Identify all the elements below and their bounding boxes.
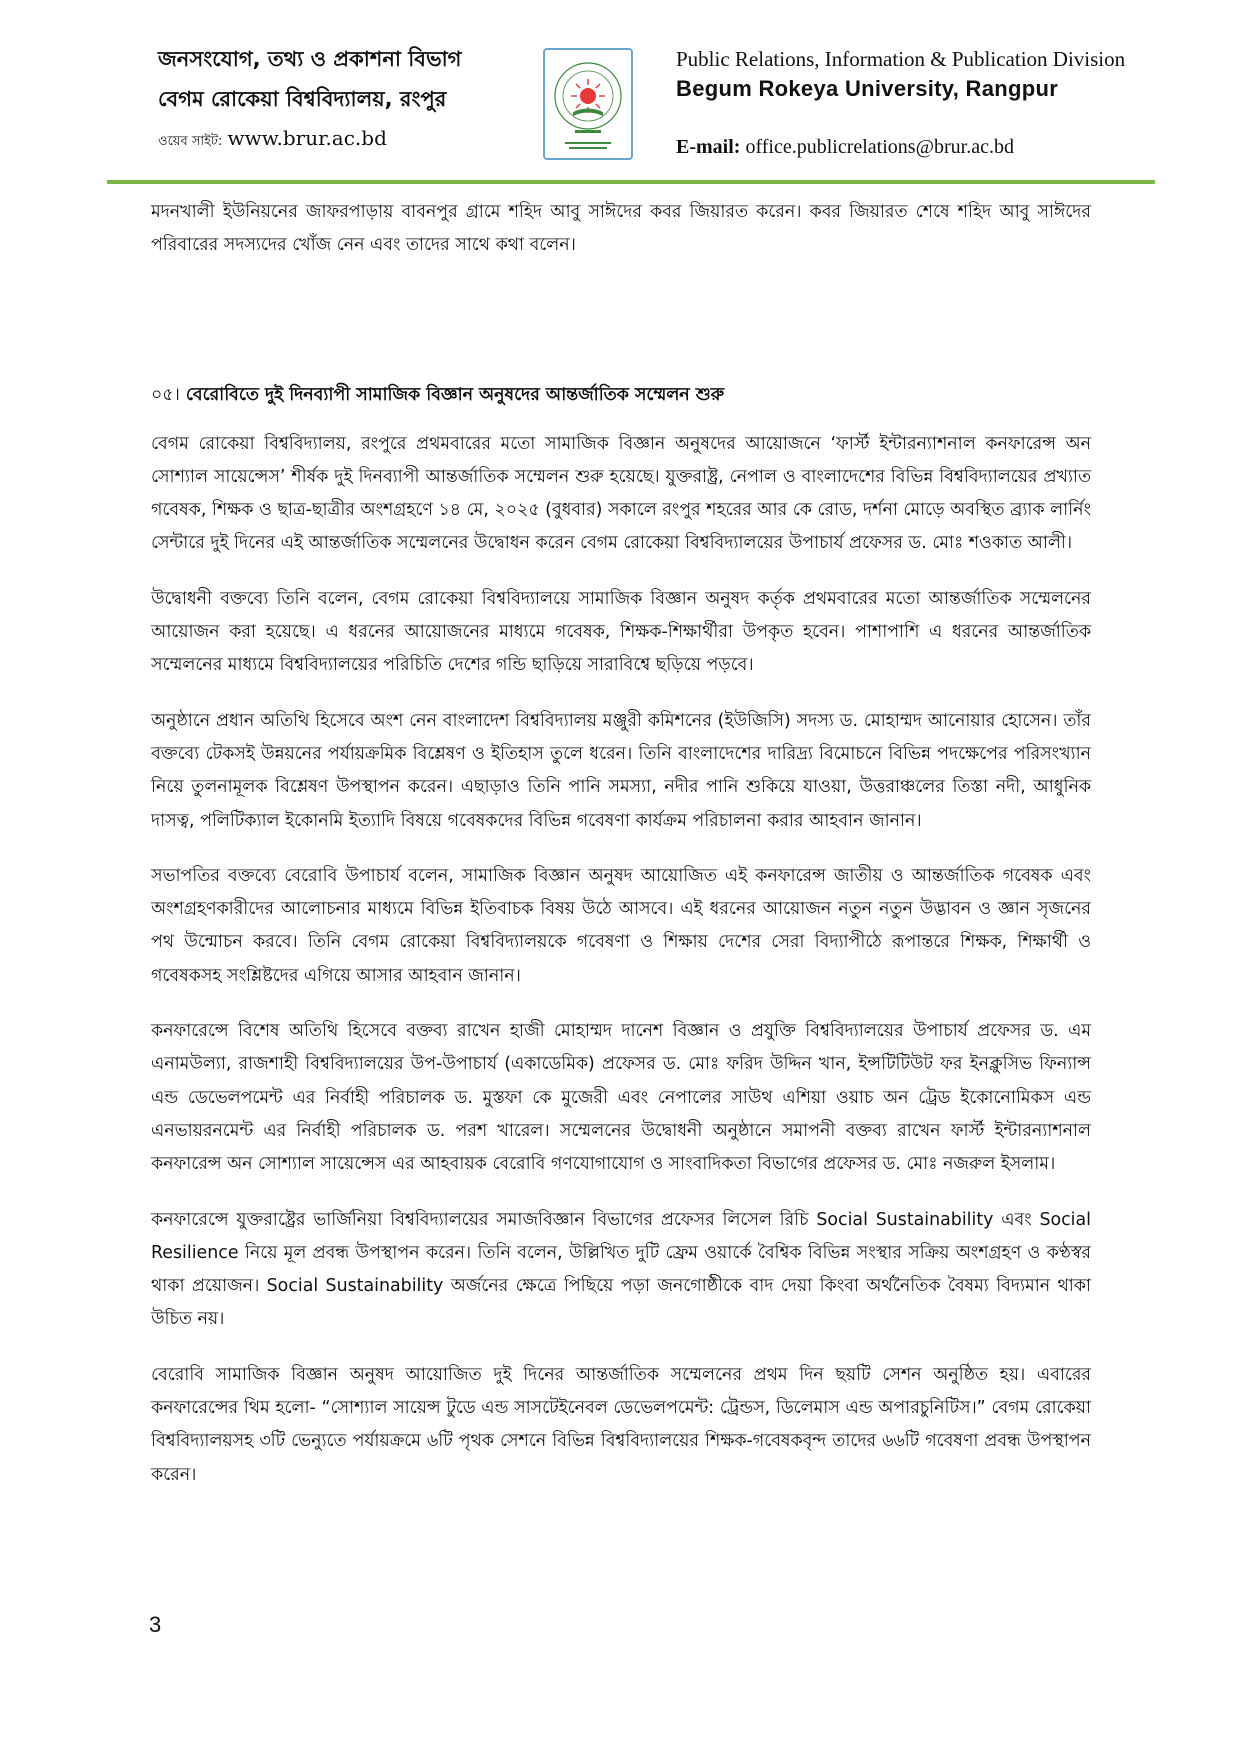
section-title: বেরোবিতে দুই দিনব্যাপী সামাজিক বিজ্ঞান অনুষদের আন্তর্জাতিক সম্মেলন শুরু [185,384,725,405]
bangla-division-name: জনসংযোগ, তথ্য ও প্রকাশনা বিভাগ [158,47,462,71]
intro-paragraph: মদনখালী ইউনিয়নের জাফরপাড়ায় বাবনপুর গ্রামে শহিদ আবু সাঈদের কবর জিয়ারত করেন। কবর জিয়ারত শেষে শহিদ আবু সাঈদের পরিবারের সদস্যদের খোঁজ নেন এবং তাদের সাথে কথা বলেন। [151,202,1091,256]
section-number: ০৫। [151,384,180,405]
letterhead-bangla-block [158,44,528,153]
body-paragraph: বেরোবি সামাজিক বিজ্ঞান অনুষদ আয়োজিত দুই দিনের আন্তর্জাতিক সম্মেলনের প্রথম দিন ছয়টি সেশন অনুষ্ঠিত হয়। এবারের কনফারেন্সের থিম হলো- “সোশ্যাল সায়েন্স টুডে এন্ড সাসটেইনেবল ডেভেলপমেন্ট: ট্রেন্ডস, ডিলেমাস এন্ড অপারচুনিটিস।” বেগম রোকেয়া বিশ্ববিদ্যালয়সহ ৩টি ভেন্যুতে পর্যায়ক্রমে ৬টি পৃথক সেশনে বিভিন্ন বিশ্ববিদ্যালয়ের শিক্ষক-গবেষকবৃন্দ তাদের ৬৬টি গবেষণা প্রবন্ধ উপস্থাপন করেন। [151,1364,1091,1485]
letterhead-english-block [676,44,1126,159]
bangla-website-line [158,126,528,153]
body-paragraph: সভাপতির বক্তব্যে বেরোবি উপাচার্য বলেন, সামাজিক বিজ্ঞান অনুষদ আয়োজিত এই কনফারেন্স জাতীয় ও আন্তর্জাতিক গবেষক এবং অংশগ্রহণকারীদের আলোচনার মাধ্যমে বিভিন্ন ইতিবাচক বিষয় উঠে আসবে। এই ধরনের আয়োজন নতুন নতুন উদ্ভাবন ও জ্ঞান সৃজনের পথ উন্মোচন করবে। তিনি বেগম রোকেয়া বিশ্ববিদ্যালয়কে গবেষণা ও শিক্ষায় দেশের সেরা বিদ্যাপীঠে রূপান্তরে শিক্ষক, শিক্ষার্থী ও গবেষকসহ সংশ্লিষ্টদের এগিয়ে আসার আহবান জানান। [151,865,1091,986]
english-division-name: Public Relations, Information & Publication Division [676,47,1126,71]
document-body [151,196,1091,1514]
english-university-name: Begum Rokeya University, Rangpur [676,76,1059,101]
body-paragraph: উদ্বোধনী বক্তব্যে তিনি বলেন, বেগম রোকেয়া বিশ্ববিদ্যালয়ে সামাজিক বিজ্ঞান অনুষদ কর্তৃক প্রথমবারের মতো আন্তর্জাতিক সম্মেলনের আয়োজন করা হয়েছে। এ ধরনের আয়োজনের মাধ্যমে গবেষক, শিক্ষক-শিক্ষার্থীরা উপকৃত হবেন। পাশাপাশি এ ধরনের আন্তর্জাতিক সম্মেলনের মাধ্যমে বিশ্ববিদ্যালয়ের পরিচিতি দেশের গন্ডি ছাড়িয়ে সারাবিশ্বে ছড়িয়ে পড়বে। [151,588,1091,676]
email-address[interactable]: office.publicrelations@brur.ac.bd [745,136,1014,158]
email-label: E-mail: [676,136,741,158]
bangla-university-name: বেগম রোকেয়া বিশ্ববিদ্যালয়, রংপুর [158,87,447,111]
section-heading [151,380,1091,410]
body-paragraph: অনুষ্ঠানে প্রধান অতিথি হিসেবে অংশ নেন বাংলাদেশ বিশ্ববিদ্যালয় মঞ্জুরী কমিশনের (ইউজিসি) সদস্য ড. মোহাম্মদ আনোয়ার হোসেন। তাঁর বক্তব্যে টেকসই উন্নয়নের পর্যায়ক্রমিক বিশ্লেষণ ও ইতিহাস তুলে ধরেন। তিনি বাংলাদেশের দারিদ্র্য বিমোচনে বিভিন্ন পদক্ষেপের পরিসংখ্যান নিয়ে তুলনামূলক বিশ্লেষণ উপস্থাপন করেন। এছাড়াও তিনি পানি সমস্যা, নদীর পানি শুকিয়ে যাওয়া, উত্তরাঞ্চলের তিস্তা নদী, আধুনিক দাসত্ব, পলিটিক্যাল ইকোনমি ইত্যাদি বিষয়ে গবেষকদের বিভিন্ন গবেষণা কার্যক্রম পরিচালনা করার আহবান জানান। [151,710,1091,831]
website-label: ওয়েব সাইট: [158,134,223,149]
body-paragraph: বেগম রোকেয়া বিশ্ববিদ্যালয়, রংপুরে প্রথমবারের মতো সামাজিক বিজ্ঞান অনুষদের আয়োজনে ‘ফার্স্ট ইন্টারন্যাশনাল কনফারেন্স অন সোশ্যাল সায়েন্সেস’ শীর্ষক দুই দিনব্যাপী আন্তর্জাতিক সম্মেলন শুরু হয়েছে। যুক্তরাষ্ট্র, নেপাল ও বাংলাদেশের বিভিন্ন বিশ্ববিদ্যালয়ের প্রখ্যাত গবেষক, শিক্ষক ও ছাত্র-ছাত্রীর অংশগ্রহণে ১৪ মে, ২০২৫ (বুধবার) সকালে রংপুর শহরের আর কে রোড, দর্শনা মোড়ে অবস্থিত ব্র্যাক লার্নিং সেন্টারে দুই দিনের এই আন্তর্জাতিক সম্মেলনের উদ্বোধন করেন বেগম রোকেয়া বিশ্ববিদ্যালয়ের উপাচার্য প্রফেসর ড. মোঃ শওকাত আলী। [151,433,1091,554]
body-paragraph: কনফারেন্সে বিশেষ অতিথি হিসেবে বক্তব্য রাখেন হাজী মোহাম্মদ দানেশ বিজ্ঞান ও প্রযুক্তি বিশ্ববিদ্যালয়ের উপাচার্য প্রফেসর ড. এম এনামউল্যা, রাজশাহী বিশ্ববিদ্যালয়ের উপ-উপাচার্য (একাডেমিক) প্রফেসর ড. মোঃ ফরিদ উদ্দিন খান, ইন্সটিটিউট ফর ইনক্লুসিভ ফিন্যান্স এন্ড ডেভেলপমেন্ট এর নির্বাহী পরিচালক ড. মুস্তফা কে মুজেরী এবং নেপালের সাউথ এশিয়া ওয়াচ অন ট্রেড ইকোনোমিকস এন্ড এনভায়রনমেন্ট এর নির্বাহী পরিচালক ড. পরশ খারেল। সম্মেলনের উদ্বোধনী অনুষ্ঠানে সমাপনী বক্তব্য রাখেন ফার্স্ট ইন্টারন্যাশনাল কনফারেন্স অন সোশ্যাল সায়েন্সেস এর আহবায়ক বেরোবি গণযোগাযোগ ও সাংবাদিকতা বিভাগের প্রফেসর ড. মোঃ নজরুল ইসলাম। [151,1021,1091,1175]
email-line [676,136,1126,159]
header-divider [107,180,1155,184]
website-link[interactable]: www.brur.ac.bd [227,126,387,150]
letterhead [0,0,1240,190]
page-number: 3 [149,1612,162,1637]
body-paragraph: কনফারেন্সে যুক্তরাষ্ট্রের ভার্জিনিয়া বিশ্ববিদ্যালয়ের সমাজবিজ্ঞান বিভাগের প্রফেসর লিসেল রিচি Social Sustainability এবং Social Resilience নিয়ে মূল প্রবন্ধ উপস্থাপন করেন। তিনি বলেন, উল্লিখিত দুটি ফ্রেম ওয়ার্কে বৈশ্বিক বিভিন্ন সংস্থার সক্রিয় অংশগ্রহণ ও কণ্ঠস্বর থাকা প্রয়োজন। Social Sustainability অর্জনের ক্ষেত্রে পিছিয়ে পড়া জনগোষ্ঠীকে বাদ দেয়া কিংবা অর্থনৈতিক বৈষম্য বিদ্যমান থাকা উচিত নয়। [151,1209,1091,1330]
university-seal-icon [543,48,633,160]
